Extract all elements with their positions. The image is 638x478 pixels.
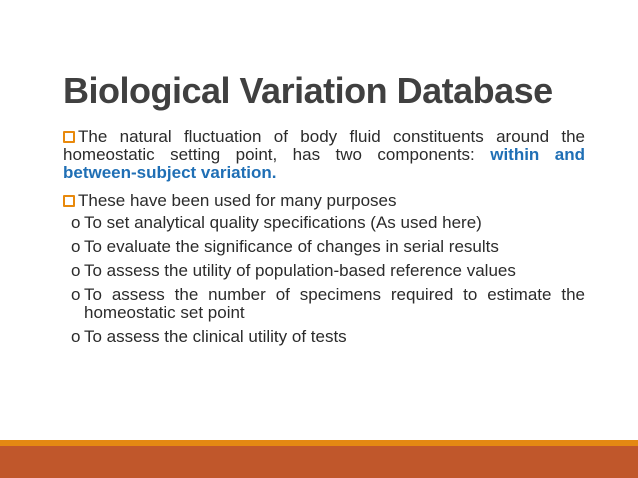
sub-bullet-item — [63, 214, 585, 232]
circle-bullet-icon: o — [71, 285, 81, 304]
sub-bullet-text: To evaluate the significance of changes in serial results — [84, 237, 499, 256]
bullet-text: These have been used for many purposes — [78, 191, 397, 210]
sub-bullet-item — [63, 328, 585, 346]
sub-bullet-item — [63, 238, 585, 256]
emphasized-text: within and between-subject variation. — [63, 145, 585, 182]
bullet-line — [63, 192, 585, 210]
sub-bullet-item — [63, 286, 585, 322]
circle-bullet-icon: o — [71, 327, 81, 346]
sub-bullet-list — [63, 214, 585, 346]
checkbox-square-icon — [63, 195, 75, 207]
circle-bullet-icon: o — [71, 237, 81, 256]
sub-bullet-item — [63, 262, 585, 280]
checkbox-square-icon — [63, 131, 75, 143]
footer-bar — [0, 446, 638, 478]
bullet-text: The natural fluctuation of body fluid constituents around the homeostatic setting point, has two components: — [63, 127, 585, 164]
sub-bullet-text: To assess the clinical utility of tests — [84, 327, 347, 346]
circle-bullet-icon: o — [71, 261, 81, 280]
sub-bullet-text: To assess the number of specimens required to estimate the homeostatic set point — [84, 285, 585, 322]
sub-bullet-text: To assess the utility of population-based reference values — [84, 261, 516, 280]
circle-bullet-icon: o — [71, 213, 81, 232]
sub-bullet-text: To set analytical quality specifications (As used here) — [84, 213, 482, 232]
bullet-paragraph-components — [63, 128, 585, 182]
bullet-paragraph-purposes — [63, 192, 585, 346]
slide-content — [63, 128, 585, 356]
slide-title: Biological Variation Database — [63, 70, 553, 111]
